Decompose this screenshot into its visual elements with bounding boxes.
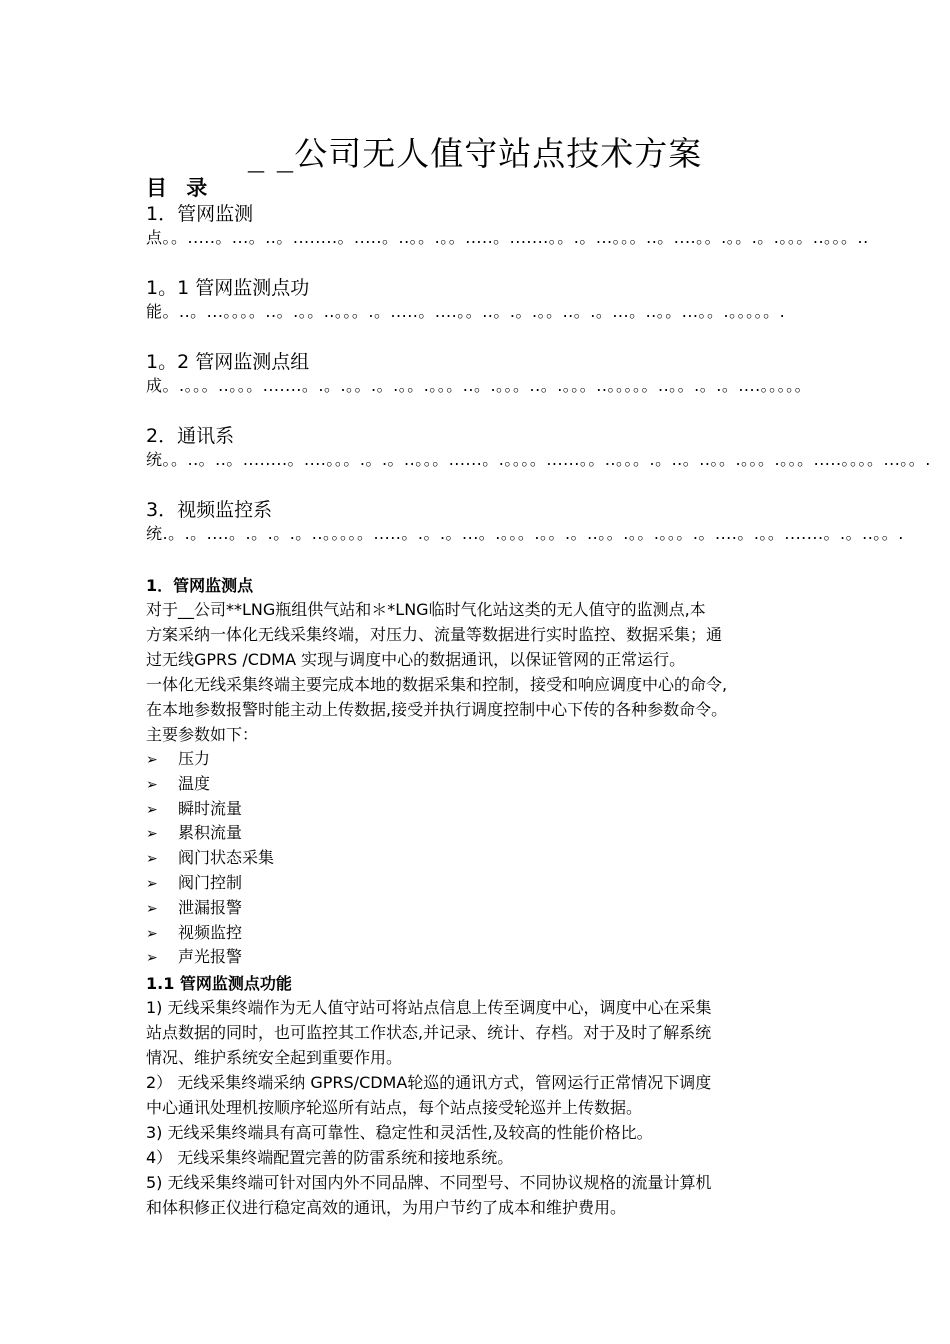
parameter-list	[146, 747, 274, 970]
list-item-label: 视频监控	[178, 922, 243, 942]
arrow-bullet-icon: ➢	[146, 900, 158, 917]
list-item-label: 声光报警	[178, 947, 243, 967]
text-line: 主要参数如下：	[146, 725, 259, 744]
section-1-1-item-2	[146, 1070, 814, 1120]
toc-entry-1-1-leader: 能。..。...。。。。..。.。。..。。。.。.....。....。。..。.。.。。..。.。...。..。。...。。.。。。。。.	[146, 302, 786, 321]
text-line: 一体化无线采集终端主要完成本地的数据采集和控制，接受和响应调度中心的命令,	[146, 675, 728, 694]
text-line: 对于__公司**LNG瓶组供气站和＊*LNG临时气化站这类的无人值守的监测点,本	[146, 600, 706, 619]
list-item	[146, 747, 274, 772]
list-item	[146, 772, 274, 797]
arrow-bullet-icon: ➢	[146, 851, 158, 868]
list-item	[146, 896, 274, 921]
text-line: 2） 无线采集终端采纳 GPRS/CDMA轮巡的通讯方式，管网运行正常情况下调度	[146, 1073, 712, 1092]
list-item	[146, 921, 274, 946]
arrow-bullet-icon: ➢	[146, 801, 158, 818]
toc-heading: 目 录	[146, 176, 214, 200]
section-1-1-item-3	[146, 1120, 814, 1145]
toc-entry-1-2-title[interactable]: 1。2 管网监测点组	[146, 351, 310, 373]
section-1-paragraph-1	[146, 597, 814, 672]
list-item-label: 阀门控制	[178, 872, 243, 892]
toc-entry-2-leader: 统。。..。..。........。....。。。.。.。..。。。......。.。。。。......。。..。。。.。..。..。。.。。。.。。。.....。。。。...。。.	[146, 450, 931, 469]
toc-entry-1-title[interactable]: 1．管网监测	[146, 203, 254, 225]
toc-entry-1-leader: 点。。.....。...。..。........。.....。..。。.。。.....。.......。。.。...。。。..。....。。.。。.。.。。。..。。。..	[146, 228, 869, 247]
arrow-bullet-icon: ➢	[146, 752, 158, 768]
text-line: 中心通讯处理机按顺序轮巡所有站点，每个站点接受轮巡并上传数据。	[146, 1098, 643, 1117]
section-1-1-item-5	[146, 1170, 814, 1220]
toc-entry-2-title[interactable]: 2．通讯系	[146, 425, 235, 447]
document-title: _ _公司无人值守站点技术方案	[247, 134, 703, 173]
section-1-1-heading: 1.1 管网监测点功能	[146, 974, 292, 993]
list-item-label: 温度	[178, 773, 211, 793]
text-line: 3) 无线采集终端具有高可靠性、稳定性和灵活性,及较高的性能价格比。	[146, 1123, 653, 1142]
list-item-label: 泄漏报警	[178, 897, 243, 917]
list-item	[146, 871, 274, 896]
arrow-bullet-icon: ➢	[146, 875, 158, 892]
text-line: 方案采纳一体化无线采集终端，对压力、流量等数据进行实时监控、数据采集；通	[146, 625, 723, 644]
text-line: 4） 无线采集终端配置完善的防雷系统和接地系统。	[146, 1148, 514, 1167]
text-line: 过无线GPRS /CDMA 实现与调度中心的数据通讯，以保证管网的正常运行。	[146, 650, 686, 669]
list-item-label: 瞬时流量	[178, 798, 243, 818]
section-1-paragraph-2	[146, 672, 814, 747]
text-line: 1) 无线采集终端作为无人值守站可将站点信息上传至调度中心，调度中心在采集	[146, 998, 712, 1017]
arrow-bullet-icon: ➢	[146, 826, 158, 843]
list-item-label: 压力	[178, 749, 211, 768]
section-1-1-item-4	[146, 1145, 814, 1170]
arrow-bullet-icon: ➢	[146, 925, 158, 942]
list-item	[146, 846, 274, 871]
toc-entry-1-1-title[interactable]: 1。1 管网监测点功	[146, 277, 310, 299]
list-item	[146, 821, 274, 846]
arrow-bullet-icon: ➢	[146, 776, 158, 793]
section-1-heading: 1．管网监测点	[146, 576, 254, 595]
text-line: 和体积修正仪进行稳定高效的通讯，为用户节约了成本和维护费用。	[146, 1198, 627, 1217]
text-line: 情况、维护系统安全起到重要作用。	[146, 1048, 403, 1067]
list-item	[146, 945, 274, 970]
list-item	[146, 797, 274, 822]
toc-entry-3-leader: 统.。.。....。.。.。.。..。。。。。.....。.。.。...。.。。。.。。.。..。。.。。.。。。.。....。.。。.......。.。..。。.	[146, 524, 904, 543]
text-line: 5) 无线采集终端可针对国内外不同品牌、不同型号、不同协议规格的流量计算机	[146, 1173, 712, 1192]
toc-entry-3-title[interactable]: 3．视频监控系	[146, 499, 273, 521]
text-line: 在本地参数报警时能主动上传数据,接受并执行调度控制中心下传的各种参数命令。	[146, 700, 728, 719]
toc-entry-1-2-leader: 成。.。。。..。。。.......。.。.。。.。.。。.。。。..。.。。。..。.。。。..。。。。。..。。.。.。....。。。。。	[146, 376, 812, 395]
arrow-bullet-icon: ➢	[146, 950, 158, 967]
list-item-label: 阀门状态采集	[178, 848, 275, 868]
text-line: 站点数据的同时，也可监控其工作状态,并记录、统计、存档。对于及时了解系统	[146, 1023, 712, 1042]
section-1-1-item-1	[146, 995, 814, 1070]
list-item-label: 累积流量	[178, 823, 243, 843]
